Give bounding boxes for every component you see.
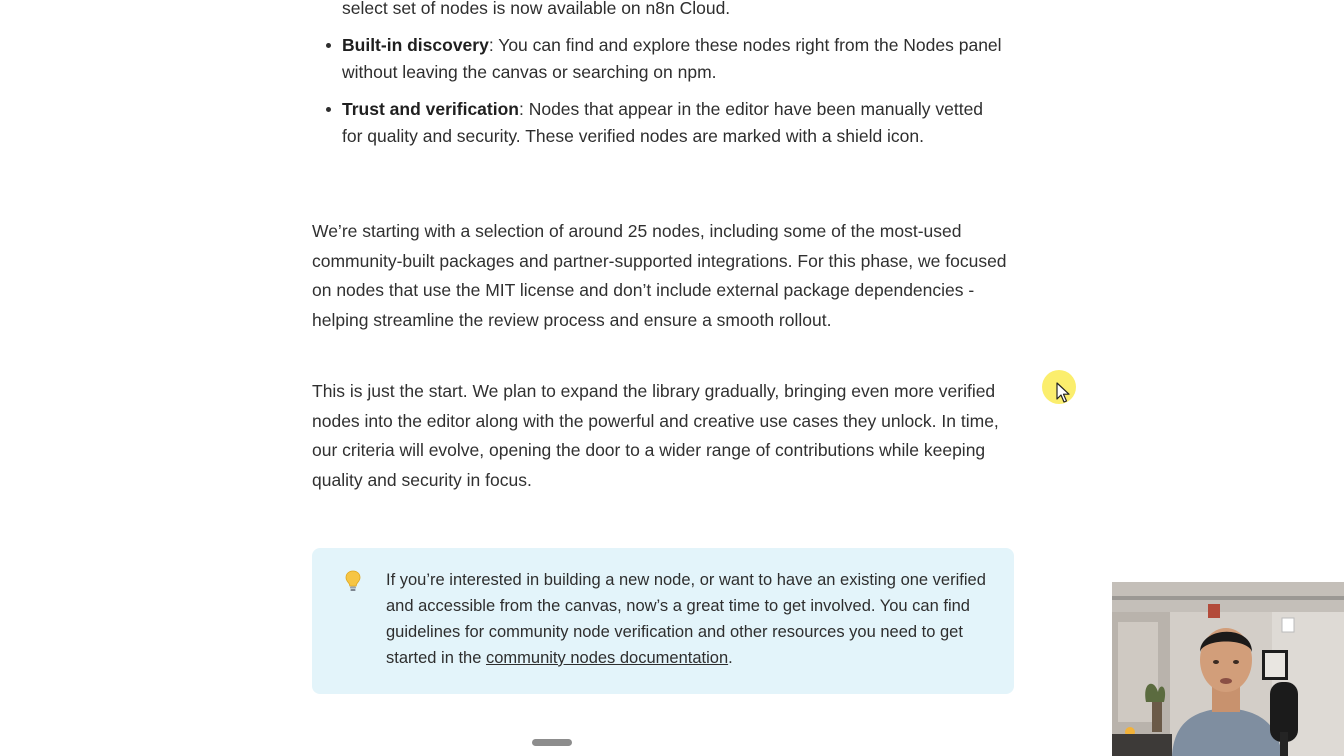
webcam-overlay (1112, 582, 1344, 756)
callout-text-after-link: . (728, 649, 733, 667)
bullet-item-built-in-discovery (342, 32, 1002, 86)
bullet-text: : Nodes that appear in the editor have been manually vetted for quality and security. These verified nodes are marked with a shield icon. (342, 99, 984, 146)
webcam-presenter-icon (1112, 582, 1344, 756)
bullet-dot-icon (326, 107, 331, 112)
bullet-title: Built-in discovery (342, 35, 489, 55)
bullet-text: select set of nodes is now available on n8n Cloud. (342, 0, 731, 18)
info-callout (312, 548, 1014, 694)
bullet-dot-icon (326, 43, 331, 48)
bullet-title: Trust and verification (342, 99, 519, 119)
lightbulb-icon (344, 570, 362, 592)
paragraph-node-selection: We’re starting with a selection of around 25 nodes, including some of the most-used community-built packages and partner-supported integrations. For this phase, we focused on nodes that use the MIT license and don’t include external package dependencies - helping streamline the review process and ensure a smooth rollout. (312, 221, 1007, 331)
bullet-text: : You can find and explore these nodes right from the Nodes panel without leaving the canvas or searching on npm. (342, 35, 1002, 82)
callout-text-before-link: If you’re interested in building a new node, or want to have an existing one verified and accessible from the canvas, now’s a great time to get involved. You can find guidelines for community node verification and other resources you need to get started in the (386, 571, 986, 667)
bullet-item-cloud-availability (342, 0, 1002, 22)
cursor-arrow-icon (1056, 382, 1070, 404)
mouse-cursor (1042, 370, 1078, 406)
paragraph-roadmap: This is just the start. We plan to expand the library gradually, bringing even more verified nodes into the editor along with the powerful and creative use cases they unlock. In time, our criteria will evolve, opening the door to a wider range of contributions while keeping quality and security in focus. (312, 381, 999, 491)
callout-text (386, 567, 996, 671)
bullet-item-trust-and-verification (342, 96, 1002, 150)
community-nodes-documentation-link[interactable]: community nodes documentation (485, 649, 729, 667)
scroll-handle[interactable] (532, 739, 572, 746)
